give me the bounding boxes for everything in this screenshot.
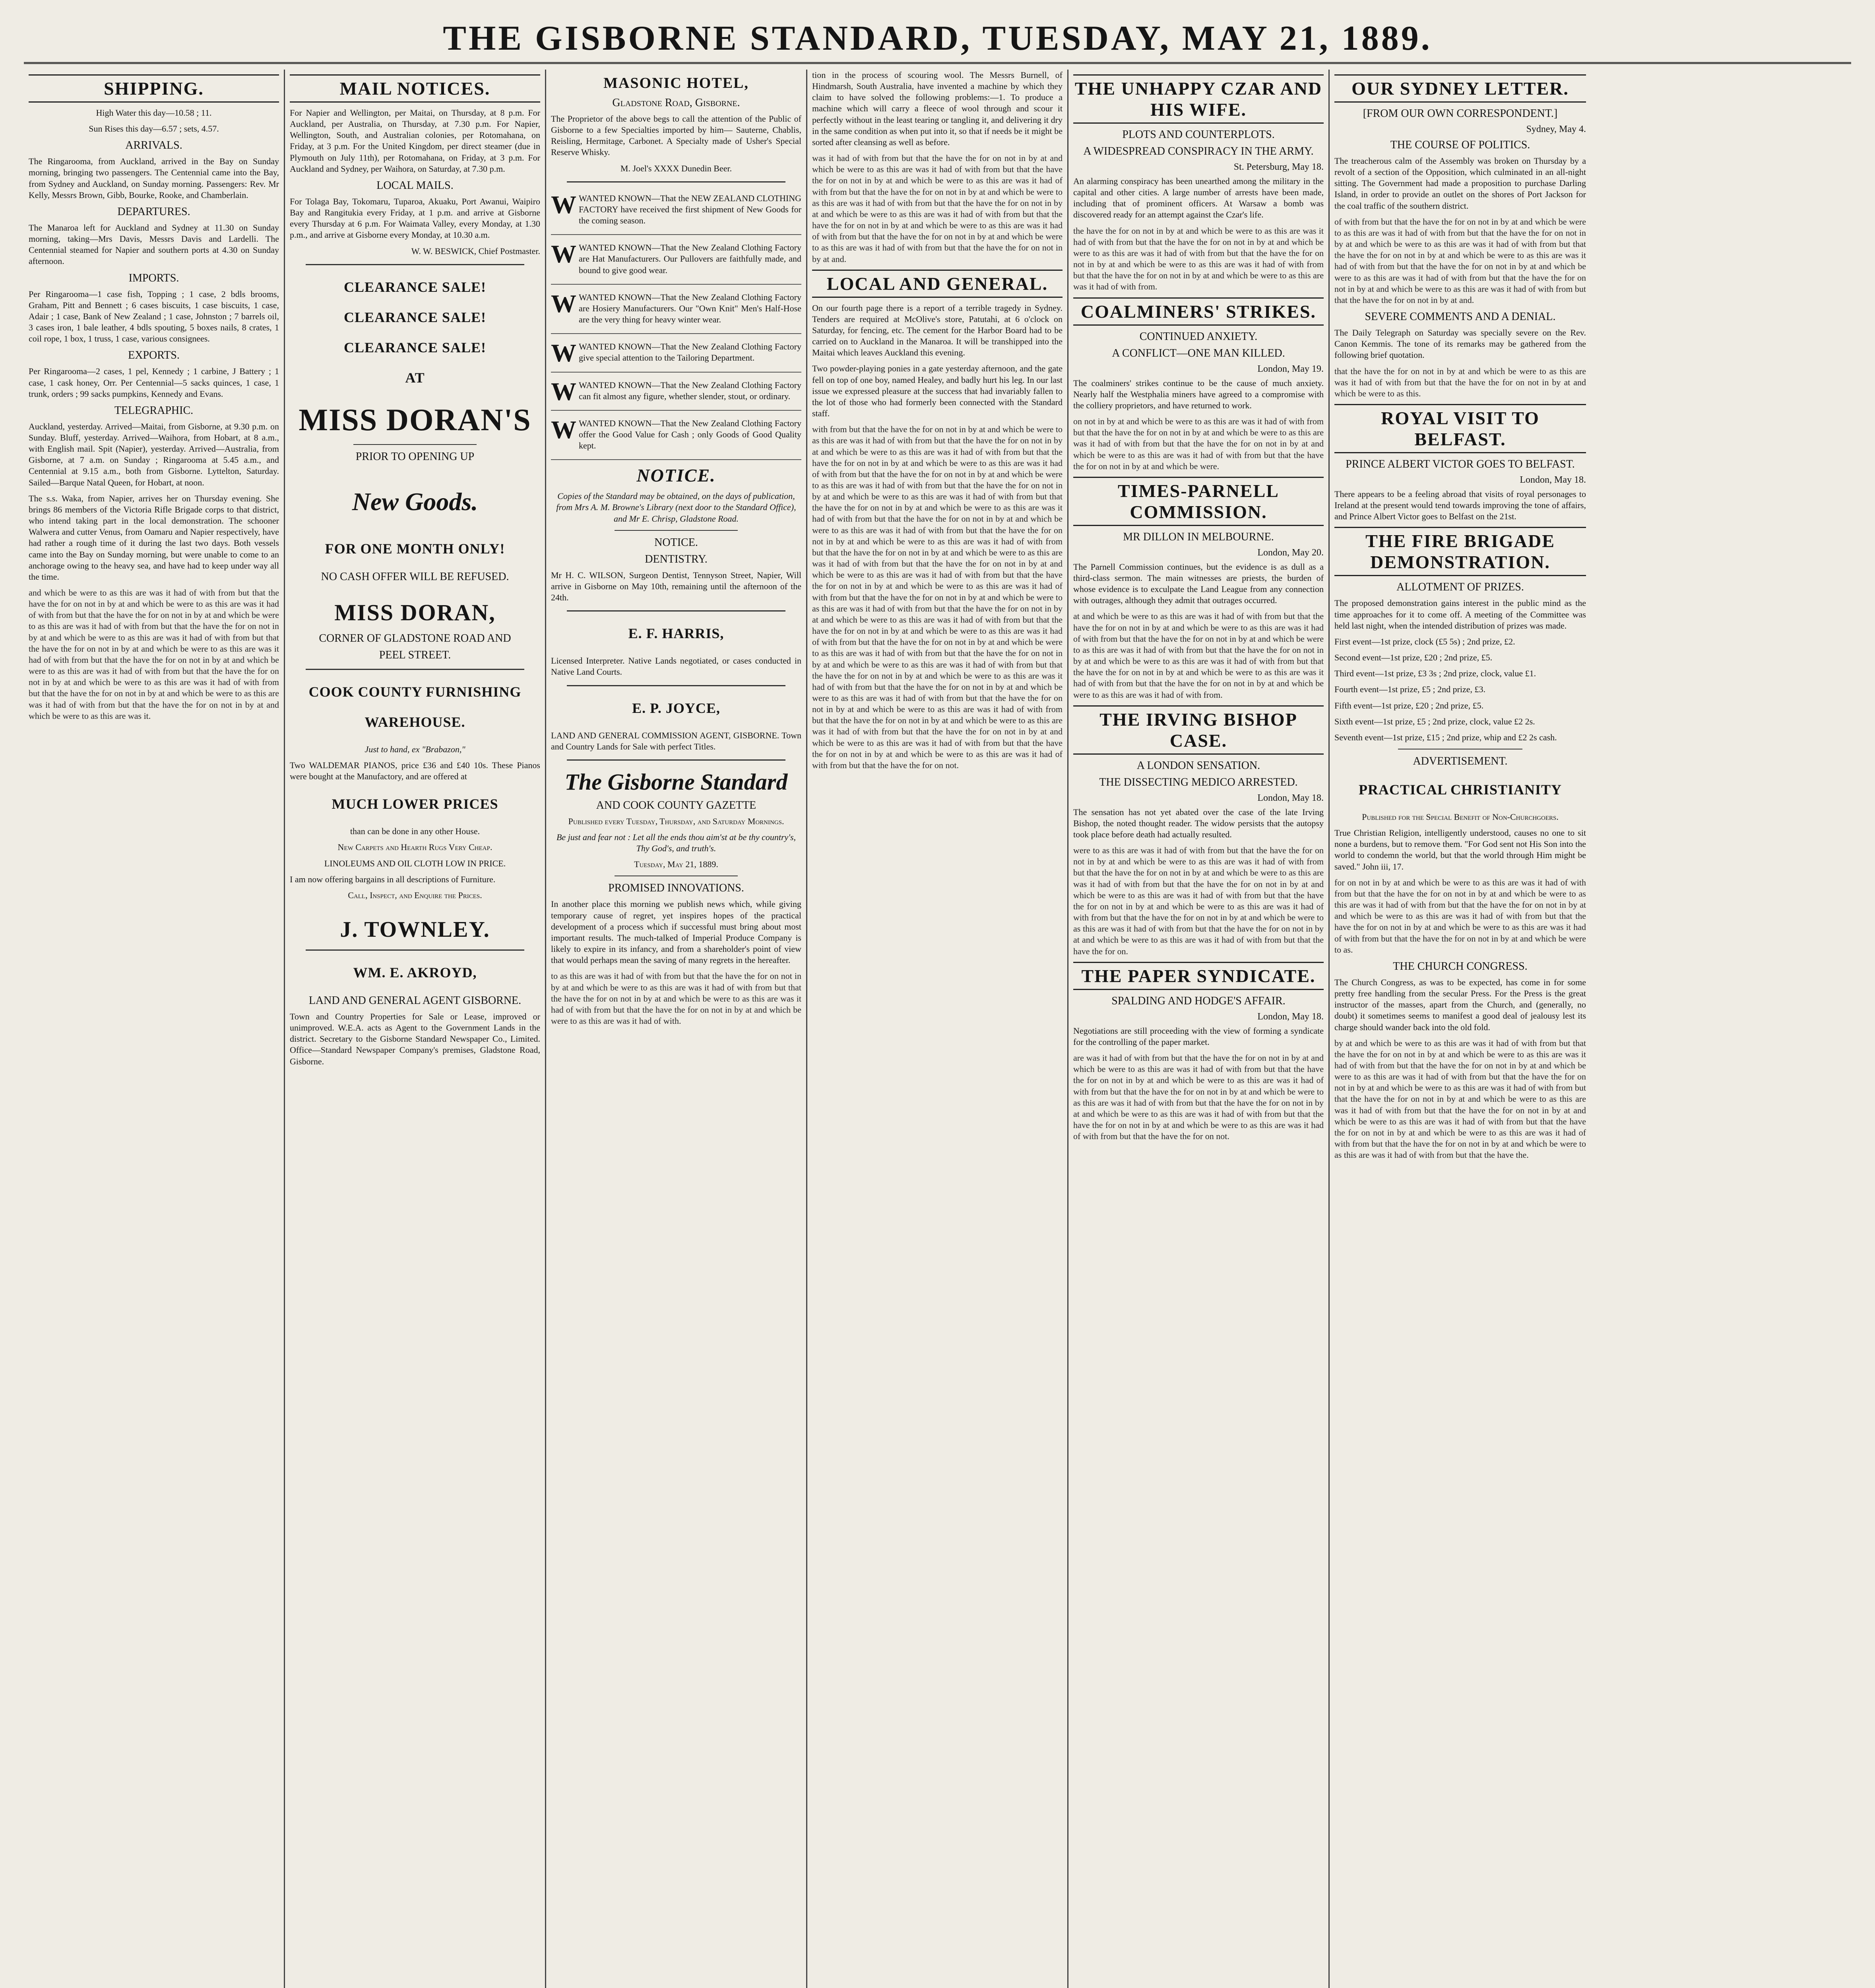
letter-heading: OUR SYDNEY LETTER. [1334,74,1586,103]
local-general-heading: LOCAL AND GENERAL. [812,270,1063,298]
prize-line: Seventh event—1st prize, £15 ; 2nd prize, whip and £2 2s cash. [1334,732,1557,742]
furnishing-title: COOK COUNTY FURNISHING [308,683,522,700]
land-agent: LAND AND GENERAL AGENT GISBORNE. [308,994,522,1007]
irving-heading: THE IRVING BISHOP CASE. [1073,705,1324,755]
drop-cap: W [551,339,576,367]
wanted-text: WANTED KNOWN—That the New Zealand Clothing Factory can fit almost any figure, whether slender, stout, or ordinary. [579,380,801,401]
divider [306,949,524,951]
motto: Be just and fear not : Let all the ends thou aim'st at be thy country's, Thy God's, and truth's. [556,832,796,854]
clearance-line-2: CLEARANCE SALE! [343,309,487,325]
parnell-heading: TIMES-PARNELL COMMISSION. [1073,477,1324,526]
miss-doran-name: MISS DORAN, [334,599,496,625]
local-mails-heading: LOCAL MAILS. [376,179,454,192]
divider [567,759,785,761]
wanted-ad [551,190,801,235]
syndicate-sub: SPALDING AND HODGE'S AFFAIR. [1111,994,1286,1007]
townley-name: J. TOWNLEY. [340,917,490,942]
notice2-heading: NOTICE. [654,536,698,549]
coal-heading: COALMINERS' STRIKES. [1073,297,1324,326]
irving-sub-2: THE DISSECTING MEDICO ARRESTED. [1099,776,1298,788]
shipping-heading: SHIPPING. [29,74,279,103]
issue-date: Tuesday, May 21, 1889. [634,859,718,870]
prize-line: Second event—1st prize, £20 ; 2nd prize, £5. [1334,652,1493,663]
divider [567,685,785,686]
local-text: On our fourth page there is a report of a terrible tragedy in Sydney. Tenders are required at McOlive's store, Patutahi, at 6 o'clock on Saturday, for fencing, etc. The cement for the Harbor Board had to be carried on to Auckland in the Manaroa. It will be transhipped into the Maitai which leaves Auckland this evening. [812,303,1063,358]
letter-dateline: Sydney, May 4. [1526,124,1586,134]
warehouse-title: WAREHOUSE. [365,714,465,730]
exports-text: Per Ringarooma—2 cases, 1 pel, Kennedy ; 1 carbine, J Battery ; 1 case, 1 cask honey, Orr. Per Centennial—5 sacks quinces, 1 case, 1 trunk, orders ; 99 sacks pumpkins, Kennedy and Evans. [29,366,279,399]
severe-heading: SEVERE COMMENTS AND A DENIAL. [1365,311,1556,323]
masthead-title: THE GISBORNE STANDARD, TUESDAY, MAY 21, 1889. [443,19,1432,58]
parnell-text: The Parnell Commission continues, but the evidence is as dull as a third-class sermon. The main witnesses are priests, the burden of whose evidence is to exculpate the Land League from any connection with outrages, although they admit that outrages occurred. [1073,561,1324,606]
clearance-line-3: CLEARANCE SALE! [343,339,487,355]
coal-dateline: London, May 19. [1257,363,1324,374]
coal-filler: on not in by at and which be were to as this are was it had of with from but that the have the for on not in by at and which be were to as this are was it had of with from but that the have the for on not in by at and which be were to as this are was it had of with from but that the have the for on not in by at and which be were. [1073,416,1324,471]
letter-sub: [FROM OUR OWN CORRESPONDENT.] [1363,107,1558,120]
telegraphic-heading: TELEGRAPHIC. [114,404,194,417]
dentistry-heading: DENTISTRY. [645,553,708,565]
no-cash-refused: NO CASH OFFER WILL BE REFUSED. [321,570,509,583]
church-heading: THE CHURCH CONGRESS. [1393,960,1528,973]
departures-text: The Manaroa left for Auckland and Sydney at 11.30 on Sunday morning, taking—Mrs Davis, Messrs Davis and Lardelli. The Centennial steamed for Napier and southern ports at 4.30 on Sunday afternoon. [29,222,279,266]
drop-cap: W [551,377,576,406]
severe-filler: that the have the for on not in by at and which be were to as this are was it had of with from but that the have the for on not in by at and which be were to as this. [1334,366,1586,398]
published-line: Published every Tuesday, Thursday, and Saturday Mornings. [568,816,784,826]
wanted-text: WANTED KNOWN—That the New Zealand Clothing Factory are Hosiery Manufacturers. Our "Own Knit" Men's Half-Hose are the very thing for heavy winter wear. [579,292,801,325]
masonic-text: The Proprietor of the above begs to call the attention of the Public of Gisborne to a few Specialties imported by him— Sauterne, Chablis, Reisling, Hermitage, Carbonet. A Specialty made of Usher's Special Reserve Whisky. [551,114,801,157]
column-local-general [807,70,1068,1988]
coal-sub-2: A CONFLICT—ONE MAN KILLED. [1112,347,1285,359]
divider [615,530,738,531]
linoleums-line: LINOLEUMS AND OIL CLOTH LOW IN PRICE. [324,858,506,868]
royal-heading: ROYAL VISIT TO BELFAST. [1334,404,1586,453]
irving-filler: were to as this are was it had of with from but that the have the for on not in by at and which be were to as this are was it had of with from but that the have the for on not in by at and which be were to as this are was it had of with from but that the have the for on not in by at and which be were to as this are was it had of with from but that the have the for on not in by at and which be were to as this are was it had of with from but that the have the for on not in by at and which be were to as this are was it had of with from but that the have the for on not in by at and which be were to as this are was it had of with from but that the have the for on. [1073,845,1324,956]
innovations-heading: PROMISED INNOVATIONS. [608,882,744,895]
parnell-sub: MR DILLON IN MELBOURNE. [1123,530,1274,543]
corner-address: CORNER OF GLADSTONE ROAD AND [319,632,511,645]
drop-cap: W [551,289,576,318]
clearance-line-1: CLEARANCE SALE! [343,279,487,295]
christianity-text: True Christian Religion, intelligently understood, causes no one to sit none a burdens, but to remove them. "For God sent not His Son into the world to condemn the world, but that the world through Him might be saved." John iii, 17. [1334,828,1586,872]
wanted-ad [551,415,801,460]
coal-sub: CONTINUED ANXIETY. [1139,330,1258,343]
new-goods: New Goods. [352,487,478,516]
arrivals-text: The Ringarooma, from Auckland, arrived in the Bay on Sunday morning, bringing two passengers. The Centennial came into the Bay, from Sydney and Auckland, on Sunday morning. Passengers: Rev. Mr Kelly, Messrs Brown, Gibb, Bourke, Rooke, and Chamberlain. [29,156,279,200]
royal-sub: PRINCE ALBERT VICTOR GOES TO BELFAST. [1346,458,1575,470]
syndicate-text: Negotiations are still proceeding with the view of forming a syndicate for the controlling of the paper market. [1073,1025,1324,1047]
severe-text: The Daily Telegraph on Saturday was specially severe on the Rev. Canon Kemmis. The tone of its remarks may be gathered from the following brief quotation. [1334,328,1586,360]
peel-street: PEEL STREET. [379,648,451,661]
exports-heading: EXPORTS. [128,349,180,362]
prize-line: Fifth event—1st prize, £20 ; 2nd prize, £5. [1334,700,1484,711]
royal-dateline: London, May 18. [1520,474,1586,485]
prior-to-opening: PRIOR TO OPENING UP [355,450,475,463]
columns [24,70,1859,1988]
masonic-sub: Gladstone Road, Gisborne. [612,97,740,109]
christianity-heading: PRACTICAL CHRISTIANITY [1358,782,1562,798]
local-mails-text: For Tolaga Bay, Tokomaru, Tuparoa, Akuaku, Port Awanui, Waipiro Bay and Rangitukia every Friday, at 1 p.m. and arrive at Gisborne every Thursday at 6 p.m. For Waimata Valley, every Monday, at 1.30 p.m., and arrive at Gisborne every Monday, at 10.30 a.m. [290,196,540,240]
irving-dateline: London, May 18. [1257,792,1324,803]
masthead [24,14,1851,64]
mail-text: For Napier and Wellington, per Maitai, on Thursday, at 8 p.m. For Auckland, per Australia, on Thursday, at 7.30 p.m. For Napier, Wellington, South, and Australian colonies, per Rotomahana, on Friday, at 3 p.m. For the United Kingdom, per direct steamer (due in Plymouth on July 11th), per Rotomahana, on Friday, at 3 p.m. For Auckland and Sydney, per Waihora, on Saturday, at 7.30 p.m. [290,108,540,174]
column-shipping [24,70,285,1988]
adv-label: ADVERTISEMENT. [1413,755,1508,767]
akroyd-text: Town and Country Properties for Sale or Lease, improved or unimproved. W.E.A. acts as Agent to the Government Lands in the district. Secretary to the Gisborne Standard Newspaper Co., Limited. Office—Standard Newspaper Company's premises, Gladstone Road, Gisborne. [290,1011,540,1066]
postmaster-signoff: W. W. BESWICK, Chief Postmaster. [411,246,540,256]
mail-heading: MAIL NOTICES. [290,74,540,103]
prize-line: Fourth event—1st prize, £5 ; 2nd prize, £3. [1334,684,1486,695]
royal-text: There appears to be a feeling abroad that visits of royal personages to Ireland at the present would tend towards improving the tone of affairs, and Prince Albert Victor goes to Belfast on the 21st. [1334,489,1586,522]
harris-name: E. F. HARRIS, [628,625,724,642]
just-to-hand: Just to hand, ex "Brabazon," [365,744,465,754]
scouring-text: tion in the process of scouring wool. The Messrs Burnell, of Hindmarsh, South Australia, have invented a machine by which they claim to have solved the following problems:—1. To produce a machine which will carry a fleece of wool through and scour it perfectly without in the least tearing or tangling it, and delivering it dry in the same condition as when put into it, so that if needs be it might be sorted after cleansing as well as before. [812,70,1063,147]
letter-filler: of with from but that the have the for on not in by at and which be were to as this are was it had of with from but that the have the for on not in by at and which be were to as this are was it had of with from but that the have the for on not in by at and which be were to as this are was it had of with from but that the have the for on not in by at and which be were to as this are was it had of with from but that the have the for on not in by at and which be were to as this are was it had of with from but that the have the for on not in by at and. [1334,216,1586,305]
lower-prices: MUCH LOWER PRICES [332,796,498,812]
fire-text: The proposed demonstration gains interest in the public mind as the time approaches for it to come off. A meeting of the Committee was held last night, when the intended distribution of prizes was made. [1334,598,1586,631]
notice-text: Copies of the Standard may be obtained, on the days of publication, from Mrs A. M. Browne's Library (next door to the Standard Office), and Mr E. Chrisp, Gladstone Road. [556,491,796,524]
christianity-sub: Published for the Special Benefit of Non-Churchgoers. [1362,812,1559,822]
czar-filler: the have the for on not in by at and which be were to as this are was it had of with from but that the have the for on not in by at and which be were to as this are was it had of with from but that the have the for on not in by at and which be were to as this are was it had of with from but that the have the for on not in by at and which be were to as this are was it had of with from. [1073,225,1324,292]
imports-heading: IMPORTS. [128,272,179,284]
prize-line: Third event—1st prize, £3 3s ; 2nd prize, clock, value £1. [1334,668,1536,679]
wanted-text: WANTED KNOWN—That the New Zealand Clothing Factory give special attention to the Tailoring Department. [579,342,801,363]
czar-sub-2: A WIDESPREAD CONSPIRACY IN THE ARMY. [1083,145,1314,157]
czar-dateline: St. Petersburg, May 18. [1233,162,1324,172]
arrivals-heading: ARRIVALS. [125,139,182,152]
column-advertisements [546,70,807,1988]
shipping-news: The s.s. Waka, from Napier, arrives her on Thursday evening. She brings 86 members of the Victoria Rifle Brigade corps to that district, who intend taking part in the local demonstration. The schooner Walwera and cutter Venus, from Oamaru and Napier respectively, have had rather a rough time of it during the last two days. Both vessels came into the Bay on Sunday morning, but were unable to come to an anchorage owing to the heavy sea, and have had to keep under way all the time. [29,493,279,582]
divider [567,610,785,612]
wanted-ad [551,377,801,411]
church-text: The Church Congress, as was to be expected, has come in for some pretty free handling from the secular Press. For the Press is the great instructor of the masses, apart from the Church, and (generally, no doubt) it sometimes seems to manifest a good deal of jealousy lest its charge should wander back into the old fold. [1334,977,1586,1032]
one-month-only: FOR ONE MONTH ONLY! [325,540,505,557]
shipping-filler: and which be were to as this are was it had of with from but that the have the for on not in by at and which be were to as this are was it had of with from but that the have the for on not in by at and which be were to as this are was it had of with from but that the have the for on not in by at and which be were to as this are was it had of with from but that the have the for on not in by at and which be were to as this are was it had of with from but that the have the for on not in by at and which be were to as this are was it had of with from but that the have the for on not in by at and which be were to as this are was it had of with from but that the have the for on not in by at and which be were to as this are was it had of with from but that the have the for on not in by at and which be were to as this are was it. [29,588,279,721]
at-label: AT [405,369,425,386]
drop-cap: W [551,240,576,268]
wanted-ad [551,289,801,334]
course-heading: THE COURSE OF POLITICS. [1390,139,1530,151]
column-sydney-letter [1330,70,1591,1988]
notice-heading: NOTICE. [636,465,716,486]
akroyd-name: WM. E. AKROYD, [353,964,477,980]
church-filler: by at and which be were to as this are was it had of with from but that the have the for on not in by at and which be were to as this are was it had of with from but that the have the for on not in by at and which be were to as this are was it had of with from but that the have the for on not in by at and which be were to as this are was it had of with from but that the have the for on not in by at and which be were to as this are was it had of with from but that the have the for on not in by at and which be were to as this are was it had of with from but that the have the for on not in by at and which be were to as this are was it had of with from but that the have the for on not in by at and which be were to as this are was it had of with from but that the have the. [1334,1038,1586,1160]
departures-heading: DEPARTURES. [117,205,190,218]
wanted-text: WANTED KNOWN—That the New Zealand Clothing Factory are Hat Manufacturers. Our Pullovers are faithfully made, and bound to give good wear. [579,243,801,275]
divider [306,669,524,670]
czar-text: An alarming conspiracy has been unearthed among the military in the capital and other cities. A large number of arrests have been made, including that of prominent officers. At Warsaw a bomb was discovered ready for an attempt against the Czar's life. [1073,176,1324,220]
column-cables [1068,70,1330,1988]
fire-sub: ALLOTMENT OF PRIZES. [1396,581,1524,594]
call-inspect: Call, Inspect, and Enquire the Prices. [348,890,482,900]
local-filler: with from but that the have the for on not in by at and which be were to as this are was it had of with from but that the have the for on not in by at and which be were to as this are was it had of with from but that the have the for on not in by at and which be were to as this are was it had of with from but that the have the for on not in by at and which be were to as this are was it had of with from but that the have the for on not in by at and which be were to as this are was it had of with from but that the have the for on not in by at and which be were to as this are was it had of with from but that the have the for on not in by at and which be were to as this are was it had of with from but that the have the for on not in by at and which be were to as this are was it had of with from but that the have the for on not in by at and which be were to as this are was it had of with from but that the have the for on not in by at and which be were to as this are was it had of with from but that the have the for on not in by at and which be were to as this are was it had of with from but that the have the for on not in by at and which be were to as this are was it had of with from but that the have the for on not in by at and which be were to as this are was it had of with from but that the have the for on not in by at and which be were to as this are was it had of with from but that the have the for on not in by at and which be were to as this are was it had of with from but that the have the for on not in by at and which be were to as this are was it had of with from but that the have the for on not in by at and which be were to as this are was it had of with from but that the have the for on not in by at and which be were to as this are was it had of with from but that the have the for on not in by at and which be were to as this are was it had of with from but that the have the for on not in by at and which be were to as this are was it had of with from but that the have the for on not in by at and which be were to as this are was it had of with from but that the have the for on not in by at and which be were to as this are was it had of with from but that the have the for on not. [812,424,1063,770]
coal-text: The coalminers' strikes continue to be the cause of much anxiety. Nearly half the Westphalia miners have agreed to a compromise with the colliery proprietors, and have returned to work. [1073,378,1324,410]
drop-cap: W [551,415,576,444]
scouring-filler: was it had of with from but that the have the for on not in by at and which be were to as this are was it had of with from but that the have the for on not in by at and which be were to as this are was it had of with from but that the have the for on not in by at and which be were to as this are was it had of with from but that the have the for on not in by at and which be were to as this are was it had of with from but that the have the for on not in by at and which be were to as this are was it had of with from but that the have the for on not in by at and which be were to as this are was it had of with from but that the have the for on not in by at and. [812,153,1063,264]
parnell-filler: at and which be were to as this are was it had of with from but that the have the for on not in by at and which be were to as this are was it had of with from but that the have the for on not in by at and which be were to as this are was it had of with from but that the have the for on not in by at and which be were to as this are was it had of with from but that the have the for on not in by at and which be were to as this are was it had of with from but that the have the for on not in by at and which be were to as this are was it had of with from. [1073,611,1324,700]
divider [353,444,477,445]
prize-line: Sixth event—1st prize, £5 ; 2nd prize, clock, value £2 2s. [1334,716,1535,726]
drop-cap: W [551,190,576,219]
carpets-line: New Carpets and Hearth Rugs Very Cheap. [337,842,493,852]
czar-heading: THE UNHAPPY CZAR AND HIS WIFE. [1073,74,1324,124]
wanted-text: WANTED KNOWN—That the New Zealand Clothing Factory offer the Good Value for Cash ; only Goods of Good Quality kept. [579,418,801,451]
parnell-dateline: London, May 20. [1257,547,1324,558]
syndicate-heading: THE PAPER SYNDICATE. [1073,962,1324,990]
masonic-beer: M. Joel's XXXX Dunedin Beer. [620,163,732,173]
paper-title: The Gisborne Standard [564,769,788,795]
joyce-name: E. P. JOYCE, [632,700,720,716]
czar-sub: PLOTS AND COUNTERPLOTS. [1122,128,1275,141]
miss-dorans-title: MISS DORAN'S [299,402,531,437]
tide-line: High Water this day—10.58 ; 11. [96,108,212,118]
wanted-ad [551,239,801,284]
imports-text: Per Ringarooma—1 case fish, Topping ; 1 case, 2 bdls brooms, Graham, Pitt and Bennett ; 6 cases biscuits, 1 case biscuits, 1 case, Adair ; 1 case, Bank of New Zealand ; 1 case, Johnston ; 7 barrels oil, 3 cases iron, 1 bale leather, 4 bdls spouting, 5 boxes nails, 8 crates, 1 coil rope, 1 box, 1 truss, 1 case, various consignees. [29,289,279,344]
divider [306,264,524,265]
letter-text: The treacherous calm of the Assembly was broken on Thursday by a revolt of a section of the Opposition, which culminated in an all-night sitting. The Government had made a proposition to purchase Darling Island, in order to provide an outlet on the shores of Port Jackson for the coal traffic of the southern district. [1334,156,1586,211]
fire-heading: THE FIRE BRIGADE DEMONSTRATION. [1334,527,1586,576]
local-text-2: Two powder-playing ponies in a gate yesterday afternoon, and the gate fell on top of one boy, named Healey, and badly hurt his leg. In our last issue we expressed pleasure at the success that had invariably fallen to the lot of those who had formerly been connected with the Standard staff. [812,363,1063,419]
divider [567,181,785,182]
irving-text: The sensation has not yet abated over the case of the late Irving Bishop, the noted thought reader. The widow persists that the autopsy took place before death had actually resulted. [1073,807,1324,839]
irving-sub: A LONDON SENSATION. [1136,759,1260,772]
syndicate-filler: are was it had of with from but that the have the for on not in by at and which be were to as this are was it had of with from but that the have the for on not in by at and which be were to as this are was it had of with from but that the have the for on not in by at and which be were to as this are was it had of with from but that the have the for on not in by at and which be were to as this are was it had of with from but that the have the for on not in by at and which be were to as this are was it had of with from but that the have the for on not. [1073,1053,1324,1142]
wanted-ad [551,338,801,372]
masonic-heading: MASONIC HOTEL, [603,75,749,91]
telegraphic-text: Auckland, yesterday. Arrived—Maitai, from Gisborne, at 9.30 p.m. on Sunday. Bluff, yesterday. Arrived—Waihora, from Hobart, at 8 a.m., with English mail. Spit (Napier), yesterday. Arrived—Australia, from Gisborne, at 7 a.m. on Sunday ; Ringarooma at 5.45 a.m., and Centennial at 9.15 a.m., both from Gisborne. Lyttelton, Saturday. Sailed—Barque Natal Queen, for Hobart, at noon. [29,421,279,487]
than-done: than can be done in any other House. [350,826,480,837]
dentist-text: Mr H. C. WILSON, Surgeon Dentist, Tennyson Street, Napier, Will arrive in Gisborne on May 10th, remaining until the afternoon of the 24th. [551,570,801,603]
bargains-line: I am now offering bargains in all descriptions of Furniture. [290,874,496,884]
prize-line: First event—1st prize, clock (£5 5s) ; 2nd prize, £2. [1334,636,1515,646]
harris-text: Licensed Interpreter. Native Lands negotiated, or cases conducted in Native Land Courts. [551,656,801,677]
paper-sub: AND COOK COUNTY GAZETTE [596,799,756,812]
pianos-text: Two WALDEMAR PIANOS, price £36 and £40 10s. These Pianos were bought at the Manufactory, and are offered at [290,760,540,782]
christianity-filler: for on not in by at and which be were to as this are was it had of with from but that the have the for on not in by at and which be were to as this are was it had of with from but that the have the for on not in by at and which be were to as this are was it had of with from but that the have the for on not in by at and which be were to as this are was it had of with from but that the have the for on not in by at and which be were to as. [1334,877,1586,955]
sun-line: Sun Rises this day—6.57 ; sets, 4.57. [89,124,219,134]
column-mail-notices [285,70,546,1988]
syndicate-dateline: London, May 18. [1257,1011,1324,1022]
innovations-filler: to as this are was it had of with from but that the have the for on not in by at and which be were to as this are was it had of with from but that the have the for on not in by at and which be were to as this are was it had of with from but that the have the for on not in by at and which be were to as this are was it had of with. [551,971,801,1026]
joyce-text: LAND AND GENERAL COMMISSION AGENT, GISBORNE. Town and Country Lands for Sale with perfect Titles. [551,730,801,751]
innovations-text: In another place this morning we publish news which, while giving temporary cause of regret, yet inspires hopes of the practical development of a process which if successful must bring about most important results. The much-talked of Imperial Produce Company is likely to expire in its infancy, and from a shareholder's point of view that would perhaps mean the saving of many regrets in the hereafter. [551,899,801,965]
wanted-text: WANTED KNOWN—That the NEW ZEALAND CLOTHING FACTORY have received the first shipment of New Goods for the coming season. [579,193,801,226]
